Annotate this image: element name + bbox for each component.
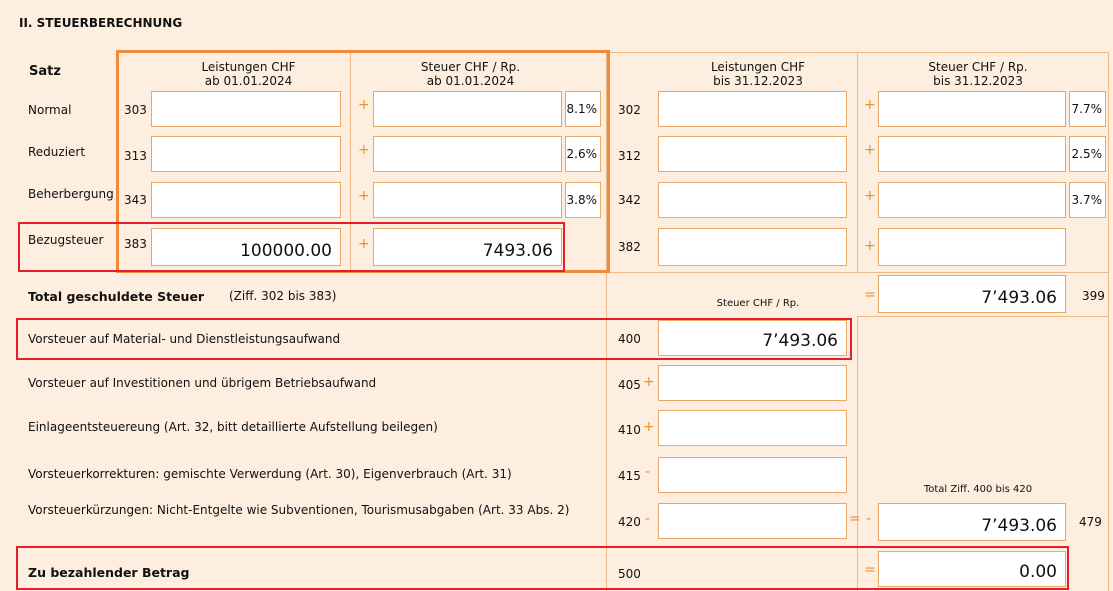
input-382-steuer[interactable] <box>878 228 1066 266</box>
code-420: 420 <box>618 515 641 529</box>
vorsteuer-invest-label: Vorsteuer auf Investitionen und übrigem Betriebsaufwand <box>28 376 377 390</box>
input-415[interactable] <box>658 457 847 493</box>
zu-bezahlen-value: 0.00 <box>1019 562 1057 582</box>
code-312: 312 <box>618 149 641 163</box>
input-302-steuer[interactable] <box>878 91 1066 127</box>
input-382[interactable] <box>658 228 847 266</box>
input-342[interactable] <box>658 182 847 218</box>
minus-operator: - <box>645 464 651 480</box>
grid-line <box>606 52 1108 53</box>
plus-operator: + <box>358 97 370 113</box>
grid-line <box>606 272 1108 273</box>
code-343: 343 <box>124 193 147 207</box>
rate-312: 2.5% <box>1069 136 1106 172</box>
grid-line <box>1108 52 1109 591</box>
rate-343: 3.8% <box>565 182 601 218</box>
input-312-steuer[interactable] <box>878 136 1066 172</box>
row-label-beherbergung: Beherbergung <box>28 187 114 201</box>
section-title: II. STEUERBERECHNUNG <box>19 16 183 30</box>
plus-operator: + <box>864 142 876 158</box>
total-geschuldet-value: 7’493.06 <box>981 288 1057 308</box>
input-302[interactable] <box>658 91 847 127</box>
plus-operator: + <box>358 188 370 204</box>
kuerzungen-label: Vorsteuerkürzungen: Nicht-Entgelte wie Subventionen, Tourismusabgaben (Art. 33 Abs. 2) <box>28 503 570 517</box>
highlight-zu-bezahlen <box>16 546 1069 590</box>
total-geschuldet-range: (Ziff. 302 bis 383) <box>229 289 337 303</box>
plus-operator: + <box>643 374 655 390</box>
total-vorsteuer-field[interactable] <box>878 503 1066 541</box>
row-label-normal: Normal <box>28 103 72 117</box>
rate-302: 7.7% <box>1069 91 1106 127</box>
plus-operator: + <box>643 419 655 435</box>
steuer-column-label: Steuer CHF / Rp. <box>716 298 800 309</box>
korrekturen-label: Vorsteuerkorrekturen: gemischte Verwerdung (Art. 30), Eigenverbrauch (Art. 31) <box>28 467 512 481</box>
row-label-bezugsteuer: Bezugsteuer <box>28 233 104 247</box>
total-geschuldet-label: Total geschuldete Steuer <box>28 289 205 304</box>
vorsteuer-material-label: Vorsteuer auf Material- und Dienstleistungsaufwand <box>28 332 341 346</box>
code-383: 383 <box>124 237 147 251</box>
total-vorsteuer-label: Total Ziff. 400 bis 420 <box>923 484 1033 495</box>
satz-label: Satz <box>29 64 61 79</box>
value-383: 100000.00 <box>240 241 332 261</box>
rate-313: 2.6% <box>565 136 601 172</box>
header-leistungen-new: Leistungen CHF ab 01.01.2024 <box>201 60 296 88</box>
code-303: 303 <box>124 103 147 117</box>
row-label-reduziert: Reduziert <box>28 145 86 159</box>
plus-operator: + <box>864 97 876 113</box>
input-342-steuer[interactable] <box>878 182 1066 218</box>
plus-operator: + <box>358 142 370 158</box>
equals-operator: = <box>849 511 861 527</box>
equals-operator: = <box>864 562 876 578</box>
header-leistungen-old: Leistungen CHF bis 31.12.2023 <box>710 60 806 88</box>
equals-operator: = <box>864 287 876 303</box>
header-steuer-old: Steuer CHF / Rp. bis 31.12.2023 <box>928 60 1028 88</box>
rate-303: 8.1% <box>565 91 601 127</box>
code-382: 382 <box>618 240 641 254</box>
code-479: 479 <box>1079 515 1102 529</box>
grid-line <box>857 316 1108 317</box>
input-410[interactable] <box>658 410 847 446</box>
code-400: 400 <box>618 332 641 346</box>
plus-operator: + <box>864 238 876 254</box>
minus-operator: - <box>866 511 872 527</box>
minus-operator: - <box>645 511 651 527</box>
total-vorsteuer-value: 7’493.06 <box>981 516 1057 536</box>
code-302: 302 <box>618 103 641 117</box>
code-405: 405 <box>618 378 641 392</box>
header-steuer-new: Steuer CHF / Rp. ab 01.01.2024 <box>420 60 521 88</box>
plus-operator: + <box>864 188 876 204</box>
plus-operator: + <box>358 236 370 252</box>
value-400: 7’493.06 <box>762 331 838 351</box>
highlight-bezugsteuer <box>18 222 565 272</box>
total-geschuldet-field[interactable] <box>878 275 1066 313</box>
code-500: 500 <box>618 567 641 581</box>
code-415: 415 <box>618 469 641 483</box>
value-383-steuer: 7493.06 <box>482 241 553 261</box>
rate-342: 3.7% <box>1069 182 1106 218</box>
zu-bezahlen-label: Zu bezahlender Betrag <box>28 565 190 580</box>
code-342: 342 <box>618 193 641 207</box>
code-410: 410 <box>618 423 641 437</box>
input-405[interactable] <box>658 365 847 401</box>
highlight-vorsteuer-material <box>16 318 852 360</box>
code-313: 313 <box>124 149 147 163</box>
einlage-label: Einlageentsteuereung (Art. 32, bitt detaillierte Aufstellung beilegen) <box>28 420 438 434</box>
input-312[interactable] <box>658 136 847 172</box>
code-399: 399 <box>1082 289 1105 303</box>
input-420[interactable] <box>658 503 847 539</box>
